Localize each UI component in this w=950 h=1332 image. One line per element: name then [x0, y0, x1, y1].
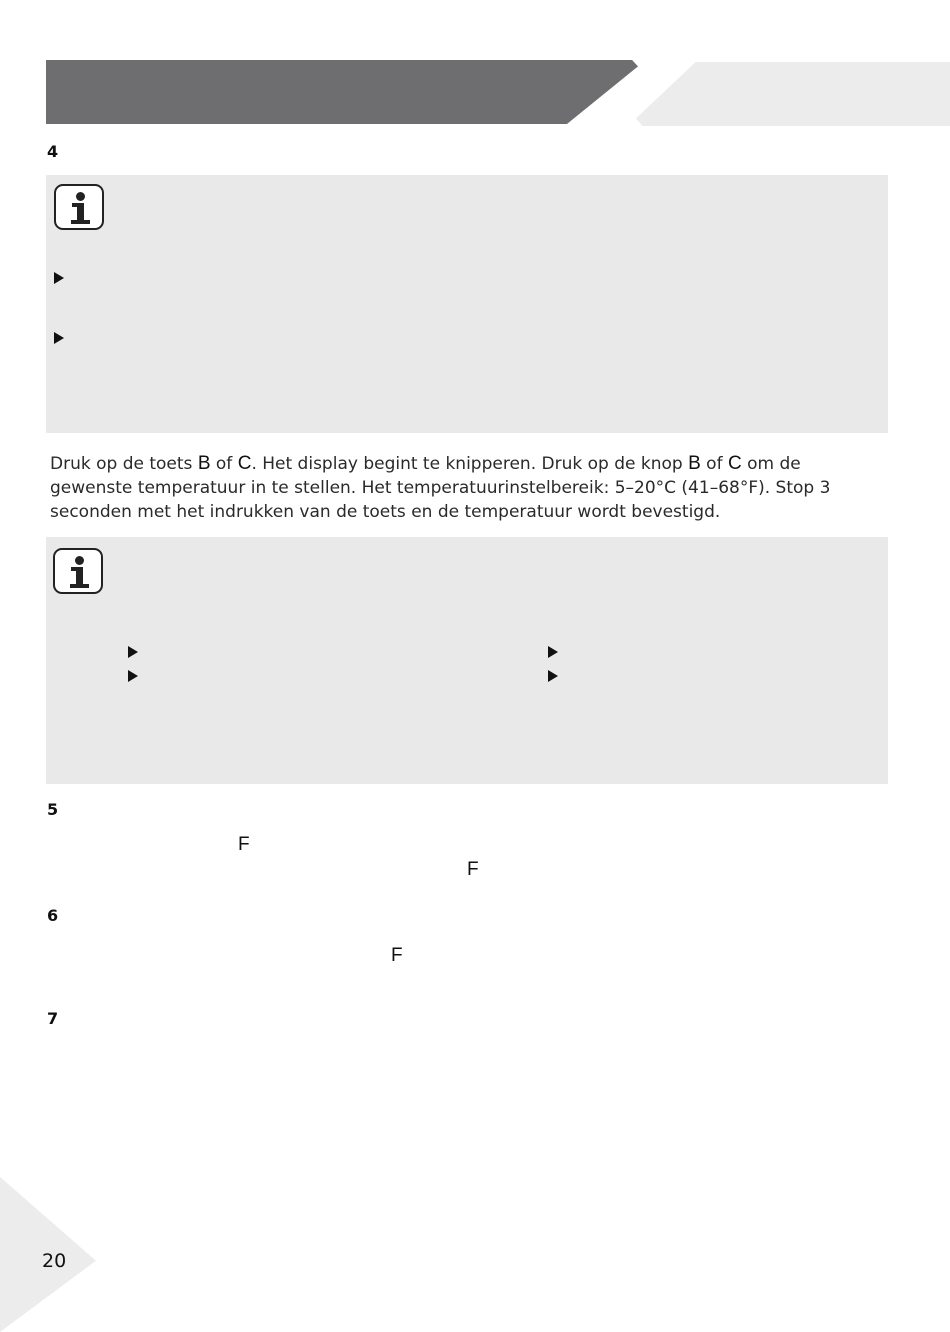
header-banner: [46, 60, 638, 124]
info-icon: [54, 184, 104, 230]
info-icon: [53, 548, 103, 594]
bullet-icon: [128, 670, 138, 682]
bullet-icon: [128, 646, 138, 658]
info-note-box: [46, 175, 888, 433]
page-number: 20: [42, 1250, 67, 1272]
section-number-7: 7: [47, 1009, 59, 1028]
key-b: B: [688, 453, 701, 474]
bullet-icon: [54, 332, 64, 344]
key-f: F: [391, 945, 403, 966]
key-c: C: [237, 453, 252, 474]
key-f: F: [467, 859, 479, 880]
bullet-icon: [548, 670, 558, 682]
temperature-instructions: Druk op de toets B of C. Het display begint te knipperen. Druk op de knop B of C om de gewenste temperatuur in te stellen. Het temperatuurinstelbereik: 5–20°C (41–68°F). Stop 3 seconden met het indrukken van de toets en de temperatuur wordt bevestigd.: [50, 453, 831, 522]
section-number-6: 6: [47, 906, 59, 925]
section-number-5: 5: [47, 800, 59, 819]
key-f: F: [238, 834, 250, 855]
key-b: B: [197, 453, 211, 474]
bullet-icon: [548, 646, 558, 658]
key-c: C: [727, 453, 742, 474]
header-tab-shape: [636, 62, 950, 126]
info-note-box: [46, 537, 888, 784]
section-number-4: 4: [47, 142, 59, 161]
bullet-icon: [54, 272, 64, 284]
